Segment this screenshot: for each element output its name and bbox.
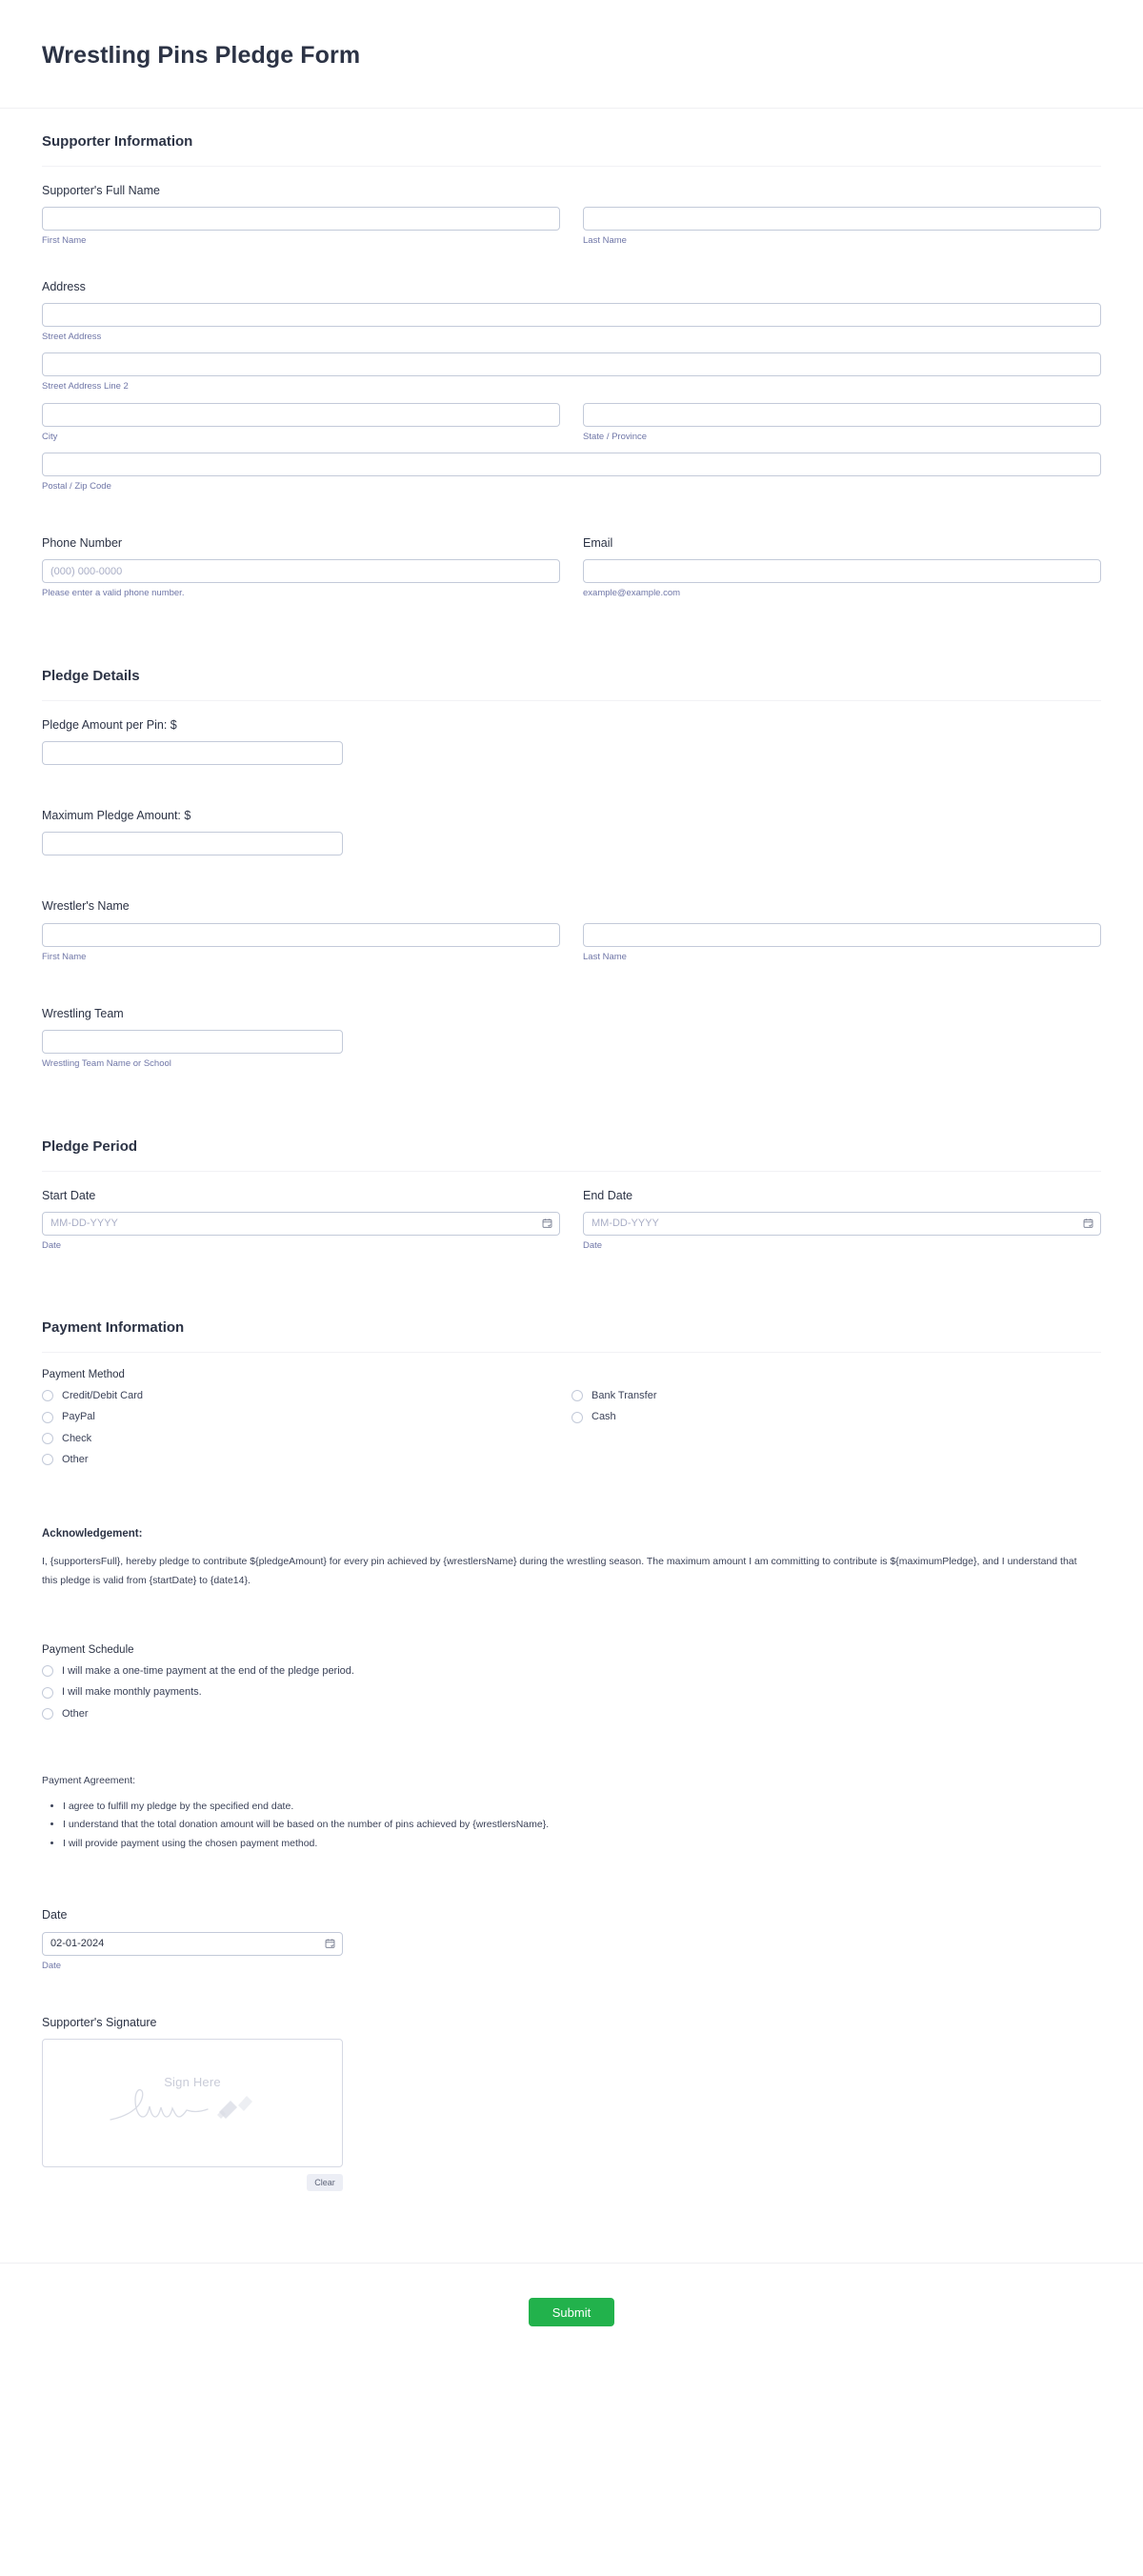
section-payment-information [0,1295,1143,2234]
signature-pad[interactable] [42,2039,343,2167]
form-header [0,0,1143,109]
label-address: Address [42,279,86,293]
label-start-date: Start Date [42,1188,96,1202]
radio-label: Cash [592,1411,616,1423]
email-input[interactable] [583,559,1101,583]
field-pledge-amount-per-pin [42,717,1101,765]
field-phone-email [42,535,1101,600]
sublabel-wrestler-first-name: First Name [42,951,87,962]
supporter-last-name-input[interactable] [583,207,1101,231]
radio-cash[interactable] [572,1410,1101,1423]
section-supporter-information [0,109,1143,643]
payment-method-column-right [572,1389,1101,1474]
radio-icon [42,1390,53,1401]
end-date-input[interactable] [583,1212,1101,1236]
label-wrestlers-name: Wrestler's Name [42,899,130,914]
section-heading-supporter: Supporter Information [42,109,1101,167]
wrestler-last-name-input[interactable] [583,923,1101,947]
wrestling-team-input[interactable] [42,1030,343,1054]
label-pledge-amount-per-pin: Pledge Amount per Pin: $ [42,717,177,732]
label-payment-method: Payment Method [42,1369,125,1381]
radio-other-payment-method[interactable] [42,1453,572,1466]
label-maximum-pledge-amount: Maximum Pledge Amount: $ [42,809,191,823]
section-heading-payment-information: Payment Information [42,1295,1101,1353]
field-pledge-period-dates [42,1188,1101,1253]
label-wrestling-team: Wrestling Team [42,1006,124,1020]
radio-icon [42,1412,53,1423]
section-pledge-period [0,1114,1143,1296]
label-email: Email [583,536,613,551]
clear-signature-button[interactable]: Clear [307,2174,343,2191]
radio-icon [42,1665,53,1677]
label-end-date: End Date [583,1188,633,1202]
field-maximum-pledge-amount [42,808,1101,855]
sublabel-start-date: Date [42,1239,62,1251]
sublabel-first-name: First Name [42,235,87,247]
acknowledgement-heading: Acknowledgement: [42,1528,143,1540]
radio-label: Check [62,1432,92,1444]
sublabel-state-province: State / Province [583,431,648,442]
form-footer [0,2263,1143,2365]
radio-icon [42,1433,53,1444]
section-pledge-details [0,643,1143,1114]
payment-agreement-label: Payment Agreement: [42,1775,136,1787]
radio-check[interactable] [42,1432,572,1445]
sublabel-end-date: Date [583,1239,603,1251]
radio-label: Other [62,1453,89,1465]
pledge-amount-per-pin-input[interactable] [42,741,343,765]
label-phone-number: Phone Number [42,536,123,551]
radio-icon [572,1390,583,1401]
sublabel-wrestler-last-name: Last Name [583,951,627,962]
block-payment-agreement [42,1775,1101,1853]
sublabel-date: Date [42,1960,62,1971]
field-address [42,279,1101,493]
radio-label: PayPal [62,1411,95,1423]
list-item: • I understand that the total donation amount will be based on the number of pins achieved by {wrestlersName}. [63,1816,1101,1834]
section-heading-pledge-period: Pledge Period [42,1114,1101,1172]
field-wrestlers-name [42,898,1101,963]
field-date [42,1907,1101,1972]
supporter-first-name-input[interactable] [42,207,560,231]
radio-bank-transfer[interactable] [572,1389,1101,1402]
field-wrestling-team [42,1006,1101,1071]
field-supporters-full-name [42,183,1101,248]
radio-icon [42,1687,53,1699]
radio-credit-debit-card[interactable] [42,1389,572,1402]
state-province-input[interactable] [583,403,1101,427]
acknowledgement-body: I, {supportersFull}, hereby pledge to contribute ${pledgeAmount} for every pin achieved by {wrestlersName} during the wrestling season. The maximum amount I am committing to contribute is ${maximumPledge}, and I understand that this pledge is valid from {startDate} to {date14}. [42,1556,1077,1586]
radio-icon [42,1708,53,1720]
radio-label: Other [62,1707,89,1720]
sublabel-phone-number: Please enter a valid phone number. [42,588,185,599]
postal-zip-input[interactable] [42,453,1101,476]
radio-one-time-payment[interactable] [42,1664,1101,1678]
street-address-input[interactable] [42,303,1101,327]
field-payment-method [42,1369,1101,1474]
start-date-input[interactable] [42,1212,560,1236]
list-item: • I agree to fulfill my pledge by the specified end date. [63,1798,1101,1816]
sublabel-email: example@example.com [583,588,681,599]
sublabel-street-address-2: Street Address Line 2 [42,381,129,392]
radio-label: I will make a one-time payment at the end of the pledge period. [62,1665,354,1678]
label-supporters-full-name: Supporter's Full Name [42,184,160,197]
street-address-line-2-input[interactable] [42,352,1101,376]
sublabel-city: City [42,431,58,442]
page-title: Wrestling Pins Pledge Form [42,42,361,69]
sublabel-street-address: Street Address [42,331,102,342]
radio-label: I will make monthly payments. [62,1686,202,1699]
radio-paypal[interactable] [42,1410,572,1423]
wrestler-first-name-input[interactable] [42,923,560,947]
radio-other-payment-schedule[interactable] [42,1707,1101,1721]
label-date: Date [42,1908,68,1922]
sublabel-wrestling-team: Wrestling Team Name or School [42,1058,171,1070]
payment-method-column-left [42,1389,572,1474]
phone-number-input[interactable] [42,559,560,583]
block-acknowledgement [42,1528,1101,1590]
signature-scribble-icon [97,2115,288,2131]
city-input[interactable] [42,403,560,427]
payment-agreement-list [42,1798,1101,1853]
radio-monthly-payments[interactable] [42,1685,1101,1699]
radio-label: Credit/Debit Card [62,1390,143,1402]
label-payment-schedule: Payment Schedule [42,1644,134,1657]
sublabel-postal-zip: Postal / Zip Code [42,480,111,492]
label-supporters-signature: Supporter's Signature [42,2015,157,2029]
radio-label: Bank Transfer [592,1390,657,1402]
radio-icon [42,1454,53,1465]
submit-button[interactable]: Submit [529,2298,614,2326]
section-heading-pledge-details: Pledge Details [42,643,1101,701]
radio-icon [572,1412,583,1423]
sublabel-last-name: Last Name [583,235,627,247]
signature-placeholder: Sign Here [164,2074,221,2089]
list-item: • I will provide payment using the chosen payment method. [63,1835,1101,1853]
maximum-pledge-amount-input[interactable] [42,832,343,855]
field-payment-schedule [42,1644,1101,1721]
field-supporters-signature [42,2015,1101,2191]
date-input[interactable] [42,1932,343,1956]
